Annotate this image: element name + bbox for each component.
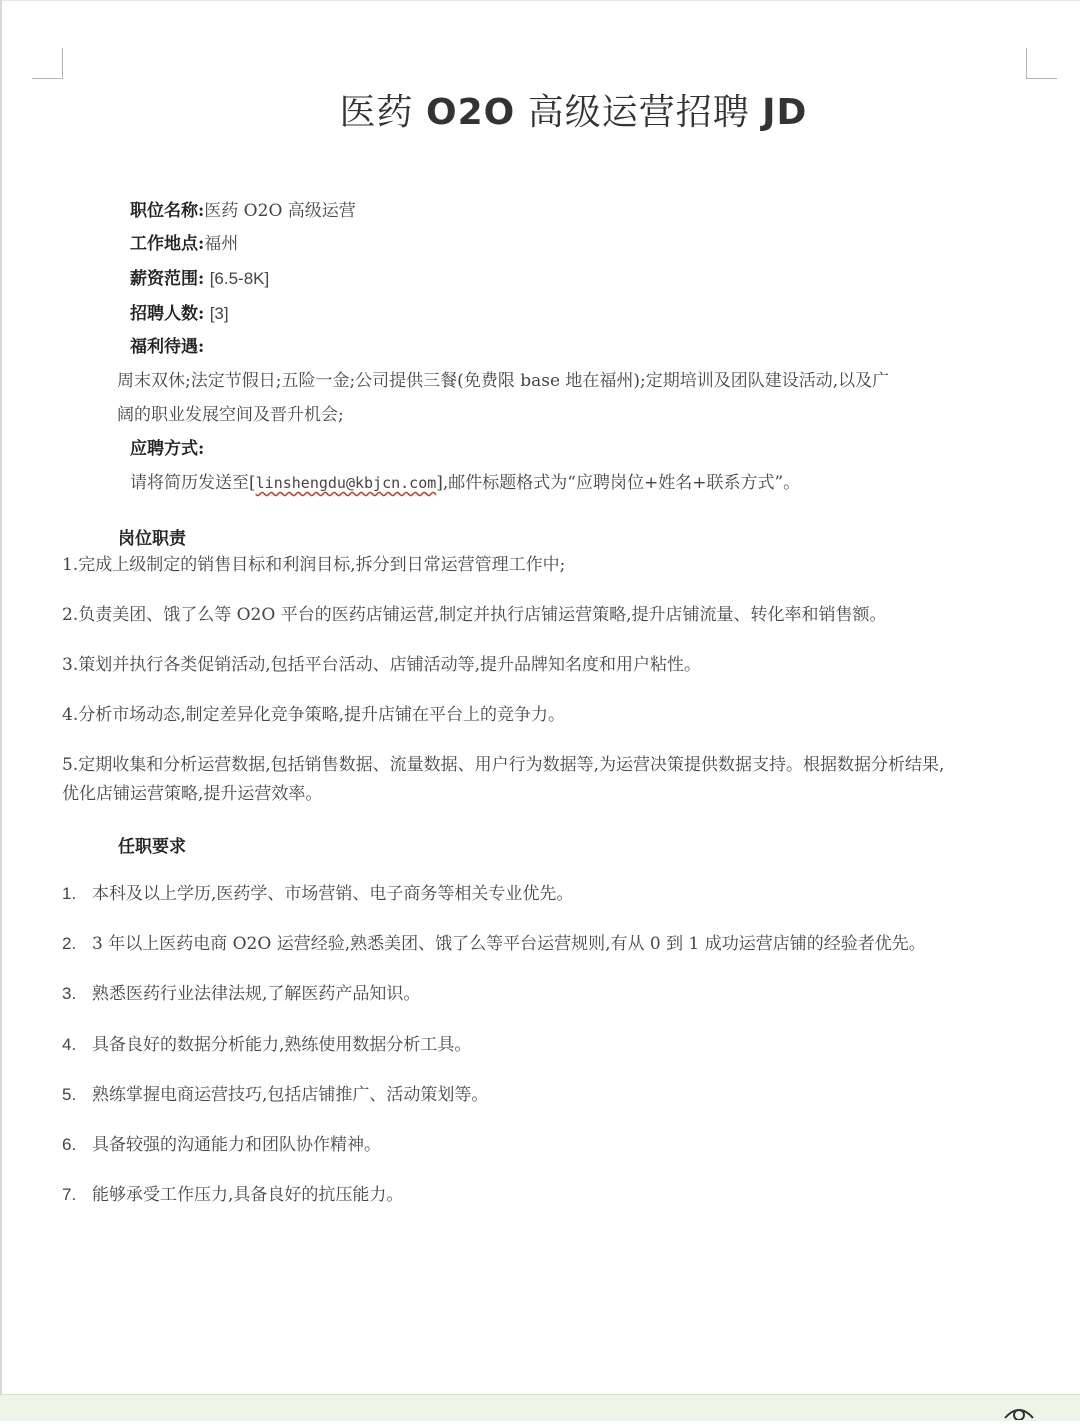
info-headcount xyxy=(130,302,229,326)
document-title xyxy=(0,84,1080,135)
requirement-item xyxy=(62,1083,488,1107)
page-top-edge xyxy=(0,0,1080,1)
duties-heading: 岗位职责 xyxy=(118,529,186,549)
apply-suffix: ],邮件标题格式为“应聘岗位+姓名+联系方式”。 xyxy=(436,473,801,493)
status-bar xyxy=(0,1394,1080,1421)
requirements-heading: 任职要求 xyxy=(118,837,186,857)
duty-item: 3.策划并执行各类促销活动,包括平台活动、店铺活动等,提升品牌知名度和用户粘性。 xyxy=(62,655,702,675)
duty-item-line-1: 5.定期收集和分析运营数据,包括销售数据、流量数据、用户行为数据等,为运营决策提供数据支持。根据数据分析结果, xyxy=(62,755,945,775)
title-jd: JD xyxy=(762,92,808,133)
duty-item: 1.完成上级制定的销售目标和利润目标,拆分到日常运营管理工作中; xyxy=(62,555,566,575)
headcount-label: 招聘人数: xyxy=(130,304,205,324)
requirement-text: 具备良好的数据分析能力,熟练使用数据分析工具。 xyxy=(92,1035,472,1055)
info-position xyxy=(130,199,356,223)
benefits-line-1: 周末双休;法定节假日;五险一金;公司提供三餐(免费限 base 地在福州);定期培训及团队建设活动,以及广 xyxy=(117,371,890,391)
requirement-text: 具备较强的沟通能力和团队协作精神。 xyxy=(92,1135,381,1155)
duty-item: 2.负责美团、饿了么等 O2O 平台的医药店铺运营,制定并执行店铺运营策略,提升店铺流量、转化率和销售额。 xyxy=(62,605,887,625)
salary-label: 薪资范围: xyxy=(130,269,205,289)
location-value: 福州 xyxy=(204,234,239,254)
requirement-number: 6. xyxy=(62,1135,77,1154)
requirement-item xyxy=(62,982,420,1006)
benefits-line-2: 阔的职业发展空间及晋升机会; xyxy=(117,405,344,425)
duty-item-line-2: 优化店铺运营策略,提升运营效率。 xyxy=(62,784,323,804)
apply-instructions xyxy=(130,471,800,495)
apply-email-link[interactable]: linshengdu@kbjcn.com xyxy=(255,474,437,492)
info-salary xyxy=(130,267,269,291)
requirement-text: 3 年以上医药电商 O2O 运营经验,熟悉美团、饿了么等平台运营规则,有从 0 到 1 成功运营店铺的经验者优先。 xyxy=(92,934,926,954)
location-label: 工作地点: xyxy=(130,234,205,254)
headcount-value: [3] xyxy=(209,304,229,323)
requirement-text: 能够承受工作压力,具备良好的抗压能力。 xyxy=(92,1185,404,1205)
apply-prefix: 请将简历发送至[ xyxy=(130,473,256,493)
requirement-number: 1. xyxy=(62,884,77,903)
title-prefix: 医药 xyxy=(339,92,426,133)
requirement-item xyxy=(62,1033,471,1057)
crop-mark-top-left xyxy=(32,48,63,79)
requirement-text: 熟练掌握电商运营技巧,包括店铺推广、活动策划等。 xyxy=(92,1085,489,1105)
requirement-item xyxy=(62,932,926,956)
requirement-text: 本科及以上学历,医药学、市场营销、电子商务等相关专业优先。 xyxy=(92,884,574,904)
title-middle: 高级运营招聘 xyxy=(515,92,763,133)
requirement-number: 4. xyxy=(62,1035,77,1054)
info-benefits-label xyxy=(130,335,204,359)
duty-item: 4.分析市场动态,制定差异化竞争策略,提升店铺在平台上的竞争力。 xyxy=(62,705,566,725)
requirement-number: 7. xyxy=(62,1185,77,1204)
requirement-number: 2. xyxy=(62,934,77,953)
requirement-item xyxy=(62,1183,403,1207)
requirement-item xyxy=(62,882,573,906)
requirement-number: 5. xyxy=(62,1085,77,1104)
position-value: 医药 O2O 高级运营 xyxy=(204,201,356,221)
benefits-label: 福利待遇: xyxy=(130,337,205,357)
eye-icon[interactable] xyxy=(1002,1400,1036,1420)
apply-label: 应聘方式: xyxy=(130,439,205,459)
info-apply-label xyxy=(130,437,204,461)
title-o2o: O2O xyxy=(426,92,516,133)
crop-mark-top-right xyxy=(1026,48,1057,79)
page-left-edge xyxy=(0,0,2,1394)
requirement-number: 3. xyxy=(62,984,77,1003)
requirement-item xyxy=(62,1133,381,1157)
salary-value: [6.5-8K] xyxy=(209,269,270,288)
position-label: 职位名称: xyxy=(130,201,205,221)
requirement-text: 熟悉医药行业法律法规,了解医药产品知识。 xyxy=(92,984,421,1004)
info-location xyxy=(130,232,238,256)
